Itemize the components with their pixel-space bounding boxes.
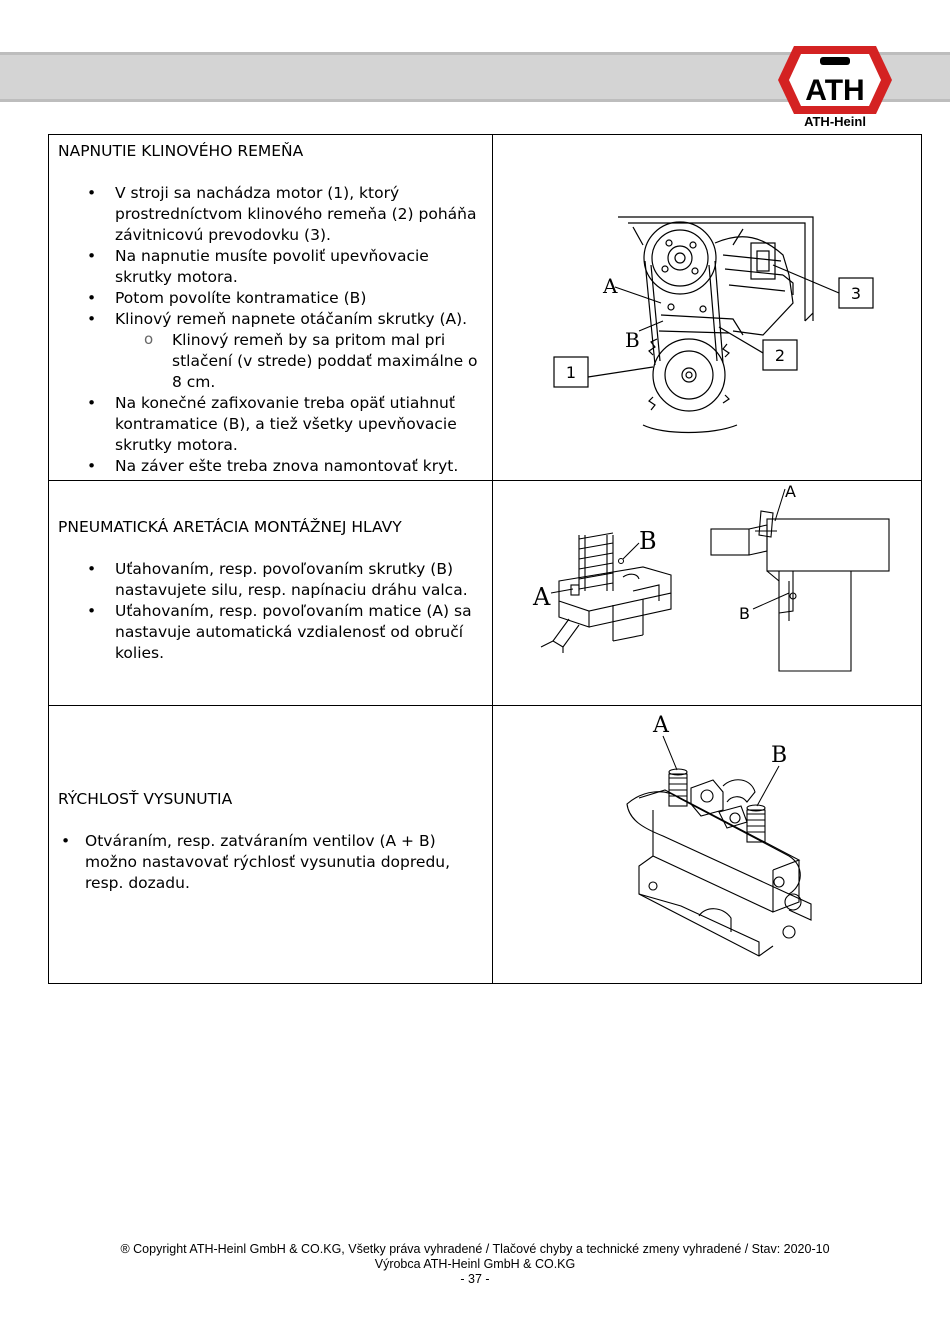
bullet-list xyxy=(58,559,484,664)
bullet-list xyxy=(58,831,484,894)
list-item: • Potom povolíte kontramatice (B) xyxy=(115,288,484,309)
speed-text-cell xyxy=(49,706,493,984)
belt-text-cell xyxy=(49,135,493,481)
right-label-b: B xyxy=(739,604,750,623)
section-title: RÝCHLOSŤ VYSUNUTIA xyxy=(58,790,233,808)
list-item: • Uťahovaním, resp. povoľovaním matice (A) sa nastavuje automatická vzdialenosť od obručí kolies. xyxy=(115,601,484,664)
logo-letters: ATH xyxy=(805,74,865,107)
belt-drive-figure xyxy=(493,135,921,476)
lock-figure-cell xyxy=(493,481,922,706)
list-item: • Na napnutie musíte povoliť upevňovacie skrutky motora. xyxy=(115,246,484,288)
list-item: • Uťahovaním, resp. povoľovaním skrutky (B) nastavujete silu, resp. napínaciu dráhu valca. xyxy=(115,559,484,601)
bullet-list xyxy=(58,183,484,330)
label-b: B xyxy=(771,743,788,768)
section-title: NAPNUTIE KLINOVÉHO REMEŇA xyxy=(58,142,304,160)
list-item: • Klinový remeň napnete otáčaním skrutky (A). xyxy=(115,309,484,330)
pneumatic-lock-figure xyxy=(493,481,921,701)
page-number: - 37 - xyxy=(460,1272,490,1286)
left-label-a: A xyxy=(533,583,551,611)
sub-list-item: o Klinový remeň by sa pritom mal pri stlačení (v strede) poddať maximálne o 8 cm. xyxy=(172,330,484,393)
section-title: PNEUMATICKÁ ARETÁCIA MONTÁŽNEJ HLAVY xyxy=(58,518,402,536)
label-b: B xyxy=(625,328,640,352)
belt-figure-cell xyxy=(493,135,922,481)
left-label-b: B xyxy=(639,527,657,555)
list-item: • Na konečné zafixovanie treba opäť utiahnuť kontramatice (B), a tiež všetky upevňovacie skrutky motora. xyxy=(115,393,484,456)
logo-name: ATH-Heinl xyxy=(804,114,866,129)
callout-2: 2 xyxy=(774,346,786,365)
list-item: • Otváraním, resp. zatváraním ventilov (A + B) možno nastavovať rýchlosť vysunutia dopredu, resp. dozadu. xyxy=(85,831,484,894)
footer-copyright: ® Copyright ATH-Heinl GmbH & CO.KG, Všetky práva vyhradené / Tlačové chyby a technické zmeny vyhradené / Stav: 2020-10 xyxy=(120,1242,830,1256)
label-a: A xyxy=(603,274,618,298)
sub-bullet-list xyxy=(58,330,484,393)
callout-1: 1 xyxy=(565,363,577,382)
instruction-table xyxy=(48,134,922,984)
section-extension-speed xyxy=(49,706,922,984)
section-pneumatic-lock xyxy=(49,481,922,706)
list-item: • V stroji sa nachádza motor (1), ktorý prostredníctvom klinového remeňa (2) poháňa závitnicovú prevodovku (3). xyxy=(115,183,484,246)
lock-text-cell xyxy=(49,481,493,706)
speed-figure-cell xyxy=(493,706,922,984)
label-a: A xyxy=(653,713,669,738)
right-label-a: A xyxy=(785,482,796,501)
valve-block-figure xyxy=(493,706,921,979)
footer-manufacturer: Výrobca ATH-Heinl GmbH & CO.KG xyxy=(374,1257,576,1271)
list-item: • Na záver ešte treba znova namontovať kryt. xyxy=(115,456,484,477)
section-belt-tension xyxy=(49,135,922,481)
callout-3: 3 xyxy=(850,284,862,303)
bullet-list xyxy=(58,393,484,477)
